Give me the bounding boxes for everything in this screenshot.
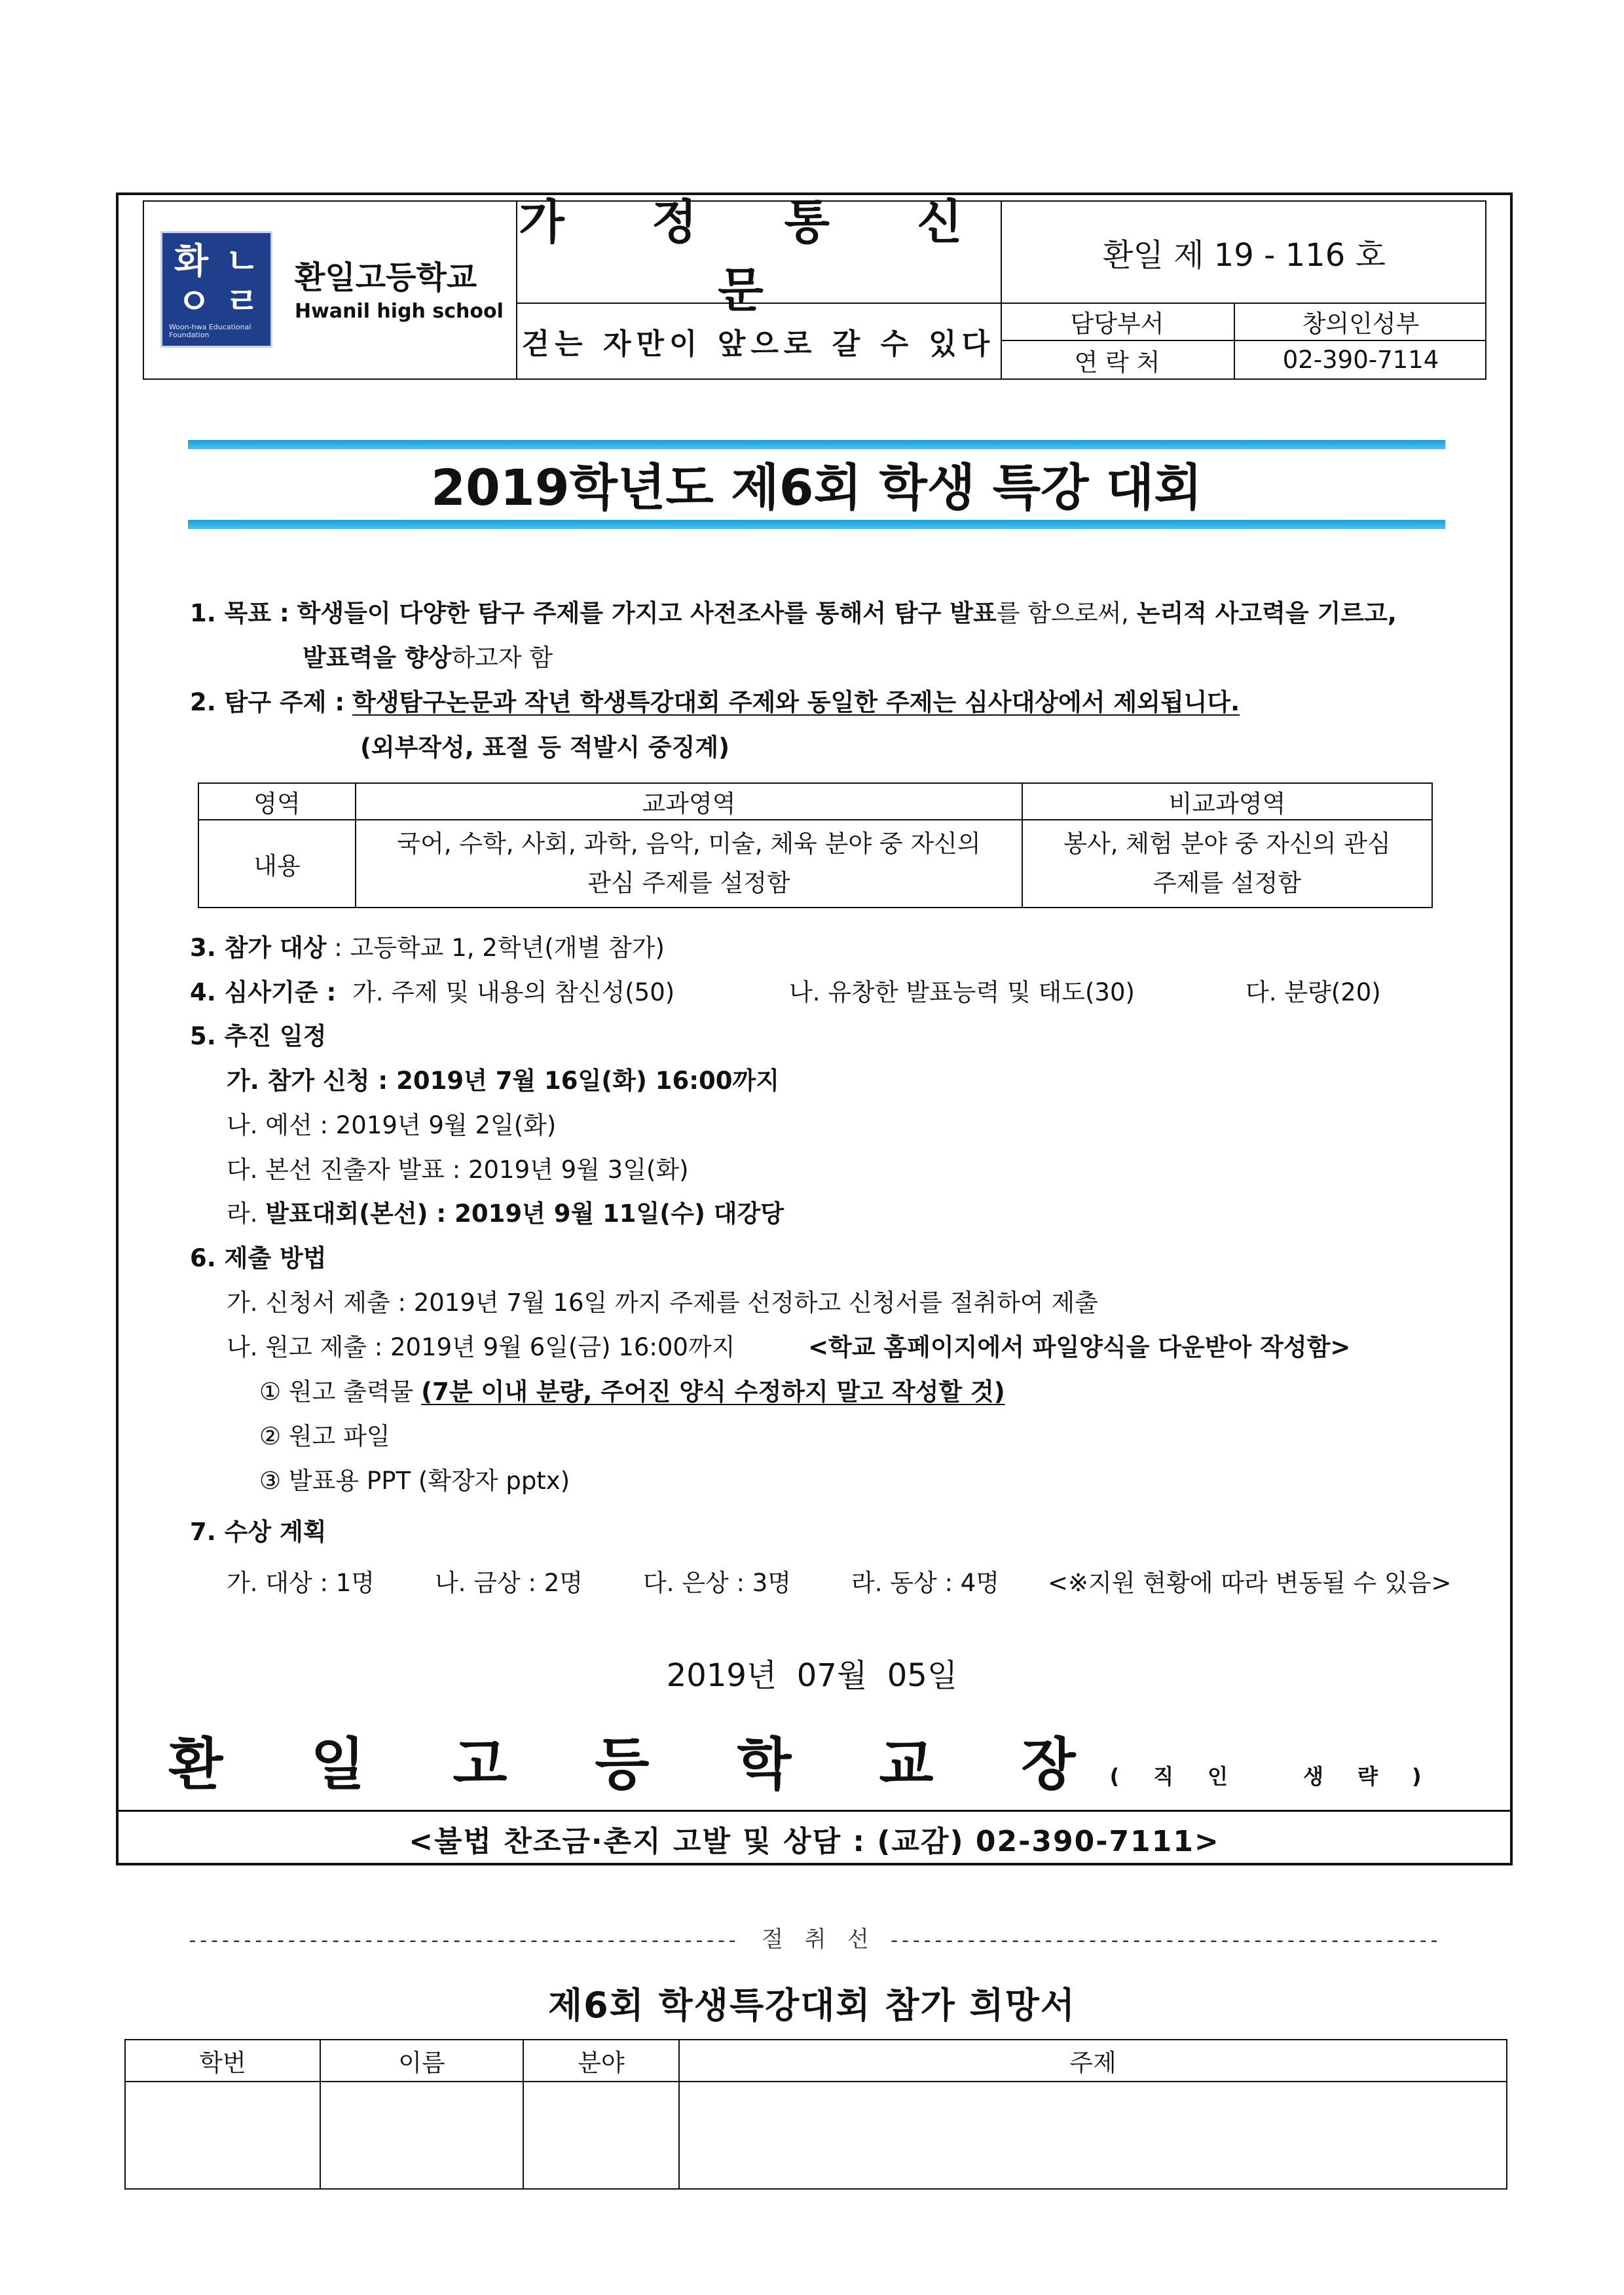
area-extra-cell: 봉사, 체험 분야 중 자신의 관심 주제를 설정함 bbox=[1022, 820, 1432, 908]
criteria-a: 가. 주제 및 내용의 참신성(50) bbox=[352, 978, 675, 1006]
section-target: 3. 참가 대상 : 고등학교 1, 2학년(개별 참가) bbox=[190, 934, 665, 962]
dept-label: 담당부서 bbox=[1070, 309, 1164, 338]
contact-label: 연 락 처 bbox=[1074, 348, 1160, 376]
area-header-3: 비교과영역 bbox=[1022, 783, 1432, 820]
submission-a: 가. 신청서 제출 : 2019년 7월 16일 까지 주제를 선정하고 신청서를 절취하여 제출 bbox=[227, 1289, 1098, 1317]
report-line: <불법 찬조금·촌지 고발 및 상담 : (교감) 02-390-7111> bbox=[119, 1810, 1510, 1865]
issue-date: 2019년 07월 05일 bbox=[666, 1657, 958, 1694]
motto: 걷는 자만이 앞으로 갈 수 있다 bbox=[521, 327, 995, 361]
event-title: 2019학년도 제6회 학생 특강 대회 bbox=[431, 458, 1202, 517]
logo-glyph-4: ㄹ bbox=[225, 281, 260, 322]
schedule-a: 가. 참가 신청 : 2019년 7월 16일(화) 16:00까지 bbox=[227, 1067, 779, 1095]
app-cell-name[interactable] bbox=[320, 2082, 523, 2189]
logo-glyph-2: ㄴ bbox=[225, 240, 260, 282]
section-awards: 7. 수상 계획 bbox=[190, 1518, 327, 1546]
principal-signature: 환 일 고 등 학 교 장(직인 생략) bbox=[168, 1732, 1456, 1797]
award-gold: 나. 금상 : 2명 bbox=[435, 1569, 583, 1597]
app-col-id: 학번 bbox=[125, 2040, 320, 2082]
dept-value: 창의인성부 bbox=[1302, 309, 1420, 338]
application-title: 제6회 학생특강대회 참가 희망서 bbox=[547, 1985, 1077, 2026]
award-note: <※지원 현황에 따라 변동될 수 있음> bbox=[1048, 1569, 1452, 1597]
section-schedule: 5. 추진 일정 bbox=[190, 1022, 327, 1050]
section-criteria-label: 4. 심사기준 : bbox=[190, 978, 337, 1006]
school-name-en: Hwanil high school bbox=[295, 300, 504, 323]
area-row-label: 내용 bbox=[198, 820, 356, 908]
schedule-c: 다. 본선 진출자 발표 : 2019년 9월 3일(화) bbox=[227, 1156, 689, 1184]
award-bronze: 라. 동상 : 4명 bbox=[851, 1569, 1000, 1597]
criteria-b: 나. 유창한 발표능력 및 태도(30) bbox=[789, 978, 1135, 1006]
doc-number: 환일 제 19 - 116 호 bbox=[1103, 236, 1386, 274]
schedule-b: 나. 예선 : 2019년 9월 2일(화) bbox=[227, 1111, 557, 1139]
submission-item-3: ③ 발표용 PPT (확장자 pptx) bbox=[259, 1467, 570, 1495]
area-header-1: 영역 bbox=[198, 783, 356, 820]
criteria-c: 다. 분량(20) bbox=[1246, 978, 1381, 1006]
submission-b: 나. 원고 제출 : 2019년 9월 6일(금) 16:00까지 bbox=[227, 1333, 735, 1361]
app-col-topic: 주제 bbox=[679, 2040, 1507, 2082]
award-grand: 가. 대상 : 1명 bbox=[227, 1569, 375, 1597]
schedule-d: 라. 발표대회(본선) : 2019년 9월 11일(수) 대강당 bbox=[227, 1200, 784, 1228]
logo-glyph-3: ㅇ bbox=[177, 281, 212, 322]
area-subject-cell: 국어, 수학, 사회, 과학, 음악, 미술, 체육 분야 중 자신의 관심 주제를 설정함 bbox=[356, 820, 1022, 908]
submission-item-2: ② 원고 파일 bbox=[259, 1422, 390, 1450]
school-logo bbox=[160, 231, 272, 348]
area-header-2: 교과영역 bbox=[356, 783, 1022, 820]
app-col-field: 분야 bbox=[523, 2040, 679, 2082]
section-goal-cont: 발표력을 향상하고자 함 bbox=[303, 644, 553, 672]
app-col-name: 이름 bbox=[320, 2040, 523, 2082]
logo-glyph-1: 화 bbox=[174, 240, 209, 282]
submission-item-1: ① 원고 출력물 (7분 이내 분량, 주어진 양식 수정하지 말고 작성할 것) bbox=[259, 1378, 1005, 1406]
area-table bbox=[198, 782, 1433, 908]
section-topic: 2. 탐구 주제 : 학생탐구논문과 작년 학생특강대회 주제와 동일한 주제는 심사대상에서 제외됩니다. bbox=[190, 688, 1240, 716]
title-bar-bottom bbox=[188, 520, 1445, 529]
doc-title: 가 정 통 신 문 bbox=[519, 194, 998, 318]
cut-line: -------------------------------------------------- 절 취 선 -------------------------------------------------- bbox=[189, 1926, 1442, 1953]
school-name-ko: 환일고등학교 bbox=[295, 259, 477, 296]
section-goal: 1. 목표 : 학생들이 다양한 탐구 주제를 가지고 사전조사를 통해서 탐구 발표를 함으로써, 논리적 사고력을 기르고, bbox=[190, 599, 1397, 627]
award-silver: 다. 은상 : 3명 bbox=[643, 1569, 792, 1597]
submission-b-note: <학교 홈페이지에서 파일양식을 다운받아 작성함> bbox=[808, 1333, 1351, 1361]
app-cell-topic[interactable] bbox=[679, 2082, 1507, 2189]
app-cell-field[interactable] bbox=[523, 2082, 679, 2189]
contact-value: 02-390-7114 bbox=[1282, 346, 1439, 374]
app-cell-id[interactable] bbox=[125, 2082, 320, 2189]
topic-note: (외부작성, 표절 등 적발시 중징계) bbox=[360, 733, 730, 762]
section-submission: 6. 제출 방법 bbox=[190, 1244, 327, 1272]
logo-foundation: Woon-hwa Educational Foundation bbox=[169, 323, 251, 339]
application-table bbox=[124, 2039, 1507, 2190]
